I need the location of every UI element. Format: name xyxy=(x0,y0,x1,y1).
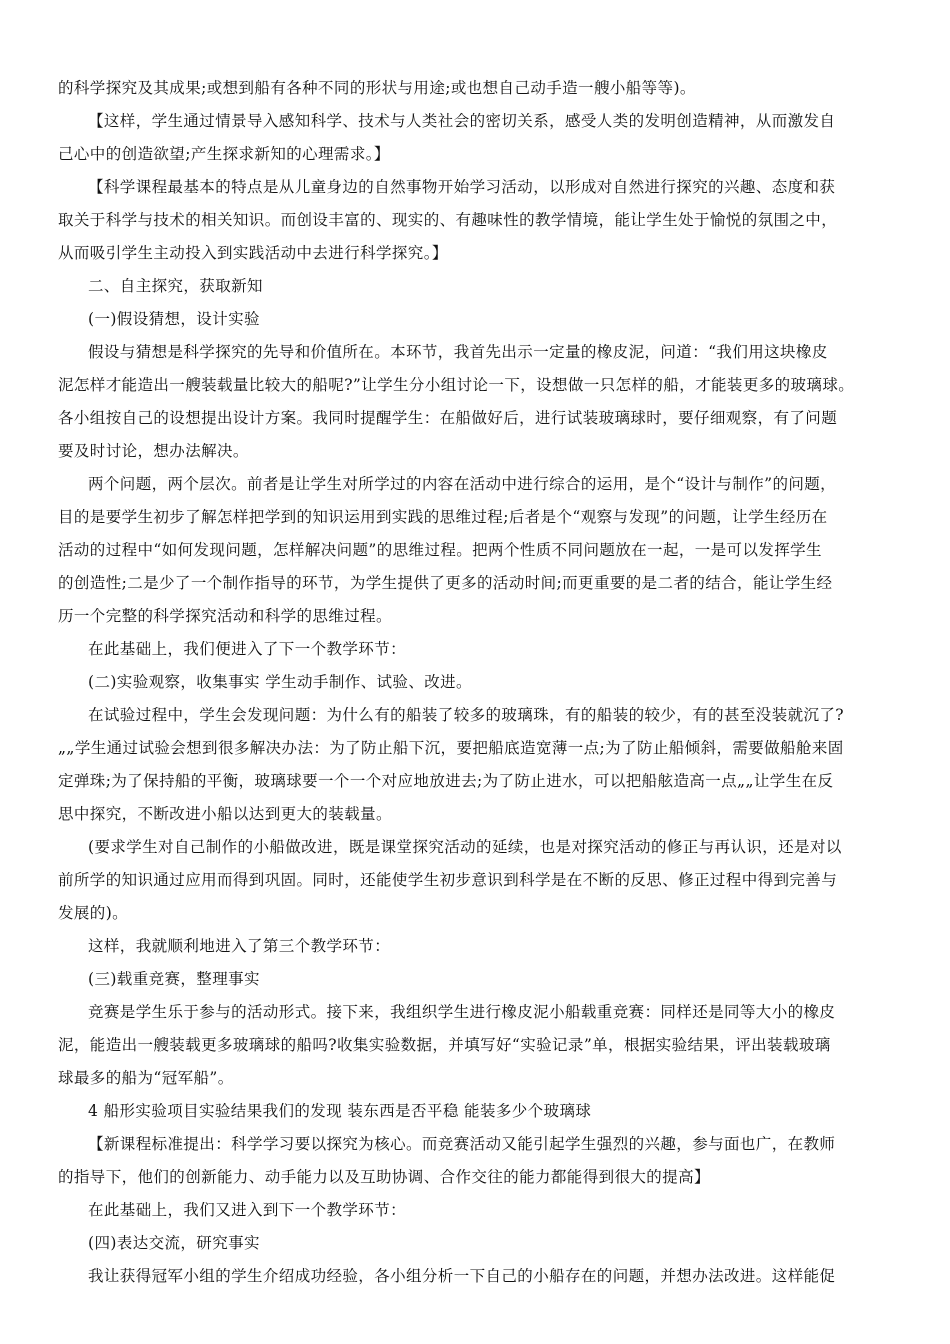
table-caption-line: 4 船形实验项目实验结果我们的发现 装东西是否平稳 能装多少个玻璃球 xyxy=(88,1102,592,1120)
text-line: 在此基础上，我们又进入到下一个教学环节： xyxy=(88,1201,407,1219)
text-line: 思中探究，不断改进小船以达到更大的装载量。 xyxy=(58,805,392,823)
text-line: 前所学的知识通过应用而得到巩固。同时，还能使学生初步意识到科学是在不断的反思、修正过程中得到完善与 xyxy=(58,871,838,889)
text-line: 要及时讨论，想办法解决。 xyxy=(58,442,249,460)
text-line: 历一个完整的科学探究活动和科学的思维过程。 xyxy=(58,607,392,625)
text-line: 发展的)。 xyxy=(58,904,129,922)
text-line: 定弹珠;为了保持船的平衡，玻璃球要一个一个对应地放进去;为了防止进水，可以把船舷造高一点„„让学生在反 xyxy=(58,772,834,790)
text-line: 己心中的创造欲望;产生探求新知的心理需求。】 xyxy=(58,145,390,163)
text-line: 在试验过程中，学生会发现问题：为什么有的船装了较多的玻璃珠，有的船装的较少，有的甚至没装就沉了? xyxy=(88,706,845,724)
text-line: 的指导下，他们的创新能力、动手能力以及互助协调、合作交往的能力都能得到很大的提高】 xyxy=(58,1168,710,1186)
text-line: 竞赛是学生乐于参与的活动形式。接下来，我组织学生进行橡皮泥小船载重竞赛：同样还是同等大小的橡皮 xyxy=(88,1003,836,1021)
text-line: 在此基础上，我们便进入了下一个教学环节： xyxy=(88,640,407,658)
text-line: 球最多的船为“冠军船”。 xyxy=(58,1069,234,1087)
text-line: 目的是要学生初步了解怎样把学到的知识运用到实践的思维过程;后者是个“观察与发现”的问题，让学生经历在 xyxy=(58,508,828,526)
text-line: 的科学探究及其成果;或想到船有各种不同的形状与用途;或也想自己动手造一艘小船等等)。 xyxy=(58,79,696,97)
text-line: 两个问题，两个层次。前者是让学生对所学过的内容在活动中进行综合的运用，是个“设计与制作”的问题， xyxy=(88,475,837,493)
text-line: 【科学课程最基本的特点是从儿童身边的自然事物开始学习活动，以形成对自然进行探究的兴趣、态度和获 xyxy=(88,178,836,196)
subsection-heading: (二)实验观察，收集事实 学生动手制作、试验、改进。 xyxy=(88,673,472,691)
text-line: 从而吸引学生主动投入到实践活动中去进行科学探究。】 xyxy=(58,244,448,262)
text-line: 我让获得冠军小组的学生介绍成功经验，各小组分析一下自己的小船存在的问题，并想办法改进。这样能促 xyxy=(88,1267,836,1285)
section-heading: 二、自主探究，获取新知 xyxy=(88,277,263,295)
subsection-heading: (三)载重竞赛，整理事实 xyxy=(88,970,260,988)
text-line: „„学生通过试验会想到很多解决办法：为了防止船下沉，要把船底造宽薄一点;为了防止船倾斜，需要做船舱来固 xyxy=(58,739,844,757)
text-line: 【这样，学生通过情景导入感知科学、技术与人类社会的密切关系，感受人类的发明创造精神，从而激发自 xyxy=(88,112,836,130)
text-line: 泥怎样才能造出一艘装载量比较大的船呢?”让学生分小组讨论一下，设想做一只怎样的船，才能装更多的玻璃球。 xyxy=(58,376,855,394)
text-line: 【新课程标准提出：科学学习要以探究为核心。而竞赛活动又能引起学生强烈的兴趣，参与面也广，在教师 xyxy=(88,1135,836,1153)
subsection-heading: (四)表达交流，研究事实 xyxy=(88,1234,260,1252)
text-line: 取关于科学与技术的相关知识。而创设丰富的、现实的、有趣味性的教学情境，能让学生处于愉悦的氛围之中， xyxy=(58,211,838,229)
text-line: 各小组按自己的设想提出设计方案。我同时提醒学生：在船做好后，进行试装玻璃球时，要仔细观察，有了问题 xyxy=(58,409,838,427)
text-line: 活动的过程中“如何发现问题，怎样解决问题”的思维过程。把两个性质不同问题放在一起，一是可以发挥学生 xyxy=(58,541,822,559)
subsection-heading: (一)假设猜想，设计实验 xyxy=(88,310,260,328)
text-line: 的创造性;二是少了一个制作指导的环节，为学生提供了更多的活动时间;而更重要的是二者的结合，能让学生经 xyxy=(58,574,833,592)
text-line: (要求学生对自己制作的小船做改进，既是课堂探究活动的延续，也是对探究活动的修正与再认识，还是对以 xyxy=(88,838,842,856)
text-line: 泥，能造出一艘装载更多玻璃球的船吗?收集实验数据，并填写好“实验记录”单，根据实验结果，评出装载玻璃 xyxy=(58,1036,831,1054)
text-line: 假设与猜想是科学探究的先导和价值所在。本环节，我首先出示一定量的橡皮泥，问道：“我们用这块橡皮 xyxy=(88,343,828,361)
text-line: 这样，我就顺利地进入了第三个教学环节： xyxy=(88,937,391,955)
